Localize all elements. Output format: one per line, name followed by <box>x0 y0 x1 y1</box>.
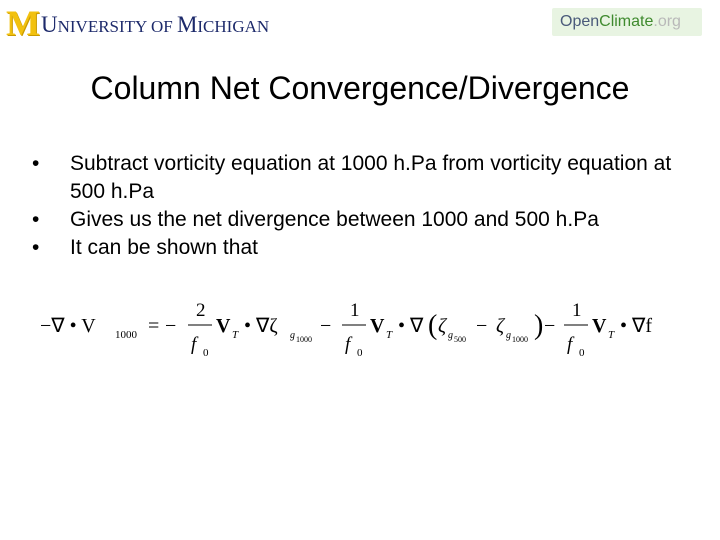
bullet-list <box>30 150 700 262</box>
frac3-numerator: 1 <box>572 300 582 321</box>
vt-subscript-2: T <box>386 329 393 341</box>
zeta-subscript-g-2: g <box>448 330 453 341</box>
vt-subscript-1: T <box>232 329 239 341</box>
university-of-michigan-logo <box>6 3 270 43</box>
zeta-subscript-g-1: g <box>290 330 295 341</box>
vt-vector-3: V <box>592 315 607 337</box>
bullet-item <box>30 234 700 262</box>
vorticity-equation <box>40 294 680 364</box>
vt-vector-1: V <box>216 315 231 337</box>
equation-minus: − <box>165 315 177 337</box>
university-wordmark: UNIVERSITY OF MICHIGAN <box>40 12 270 37</box>
bullet-marker: • <box>32 236 40 259</box>
equation-minus-3: − <box>476 315 488 337</box>
frac1-denominator-subscript: 0 <box>203 347 209 359</box>
frac2-numerator: 1 <box>350 300 360 321</box>
paren-right: ) <box>534 310 544 341</box>
bullet-marker: • <box>32 208 40 231</box>
frac2-denominator: f <box>345 334 351 355</box>
equation-minus-4: − <box>544 315 556 337</box>
bullet-text: Subtract vorticity equation at 1000 h.Pa from vorticity equation at 500 h.Pa <box>70 152 672 203</box>
zeta-subscript-500: 500 <box>454 335 466 344</box>
zeta-1000: ζ <box>496 315 505 337</box>
zeta-subscript-1000-1: 1000 <box>296 335 312 344</box>
frac1-denominator: f <box>191 334 197 355</box>
bullet-item <box>30 150 700 206</box>
bullet-item <box>30 206 700 234</box>
frac1-numerator: 2 <box>196 300 206 321</box>
dot-grad-2: • ∇ <box>398 315 424 337</box>
dot-grad-zeta-1: • ∇ζ <box>244 315 278 337</box>
vt-vector-2: V <box>370 315 385 337</box>
dot-grad-f: • ∇f <box>620 315 653 337</box>
slide-title: Column Net Convergence/Divergence <box>90 70 630 106</box>
zeta-500: ζ <box>438 315 447 337</box>
equation-lhs-subscript: 1000 <box>115 329 137 341</box>
bullet-marker: • <box>32 152 40 175</box>
frac2-denominator-subscript: 0 <box>357 347 363 359</box>
equation-minus-2: − <box>320 315 332 337</box>
openclimate-logo: OpenClimate.org <box>552 8 702 36</box>
bullet-text: It can be shown that <box>70 236 258 259</box>
bullet-text: Gives us the net divergence between 1000 and 500 h.Pa <box>70 208 599 231</box>
slide-header <box>0 0 720 44</box>
block-m-logo-mark: M <box>6 3 39 43</box>
zeta-subscript-1000-2: 1000 <box>512 335 528 344</box>
equation-lhs: −∇ • V <box>40 315 96 337</box>
frac3-denominator-subscript: 0 <box>579 347 585 359</box>
frac3-denominator: f <box>567 334 573 355</box>
paren-left: ( <box>428 310 438 341</box>
zeta-subscript-g-3: g <box>506 330 511 341</box>
vt-subscript-3: T <box>608 329 615 341</box>
equation-equals: = <box>148 315 160 337</box>
